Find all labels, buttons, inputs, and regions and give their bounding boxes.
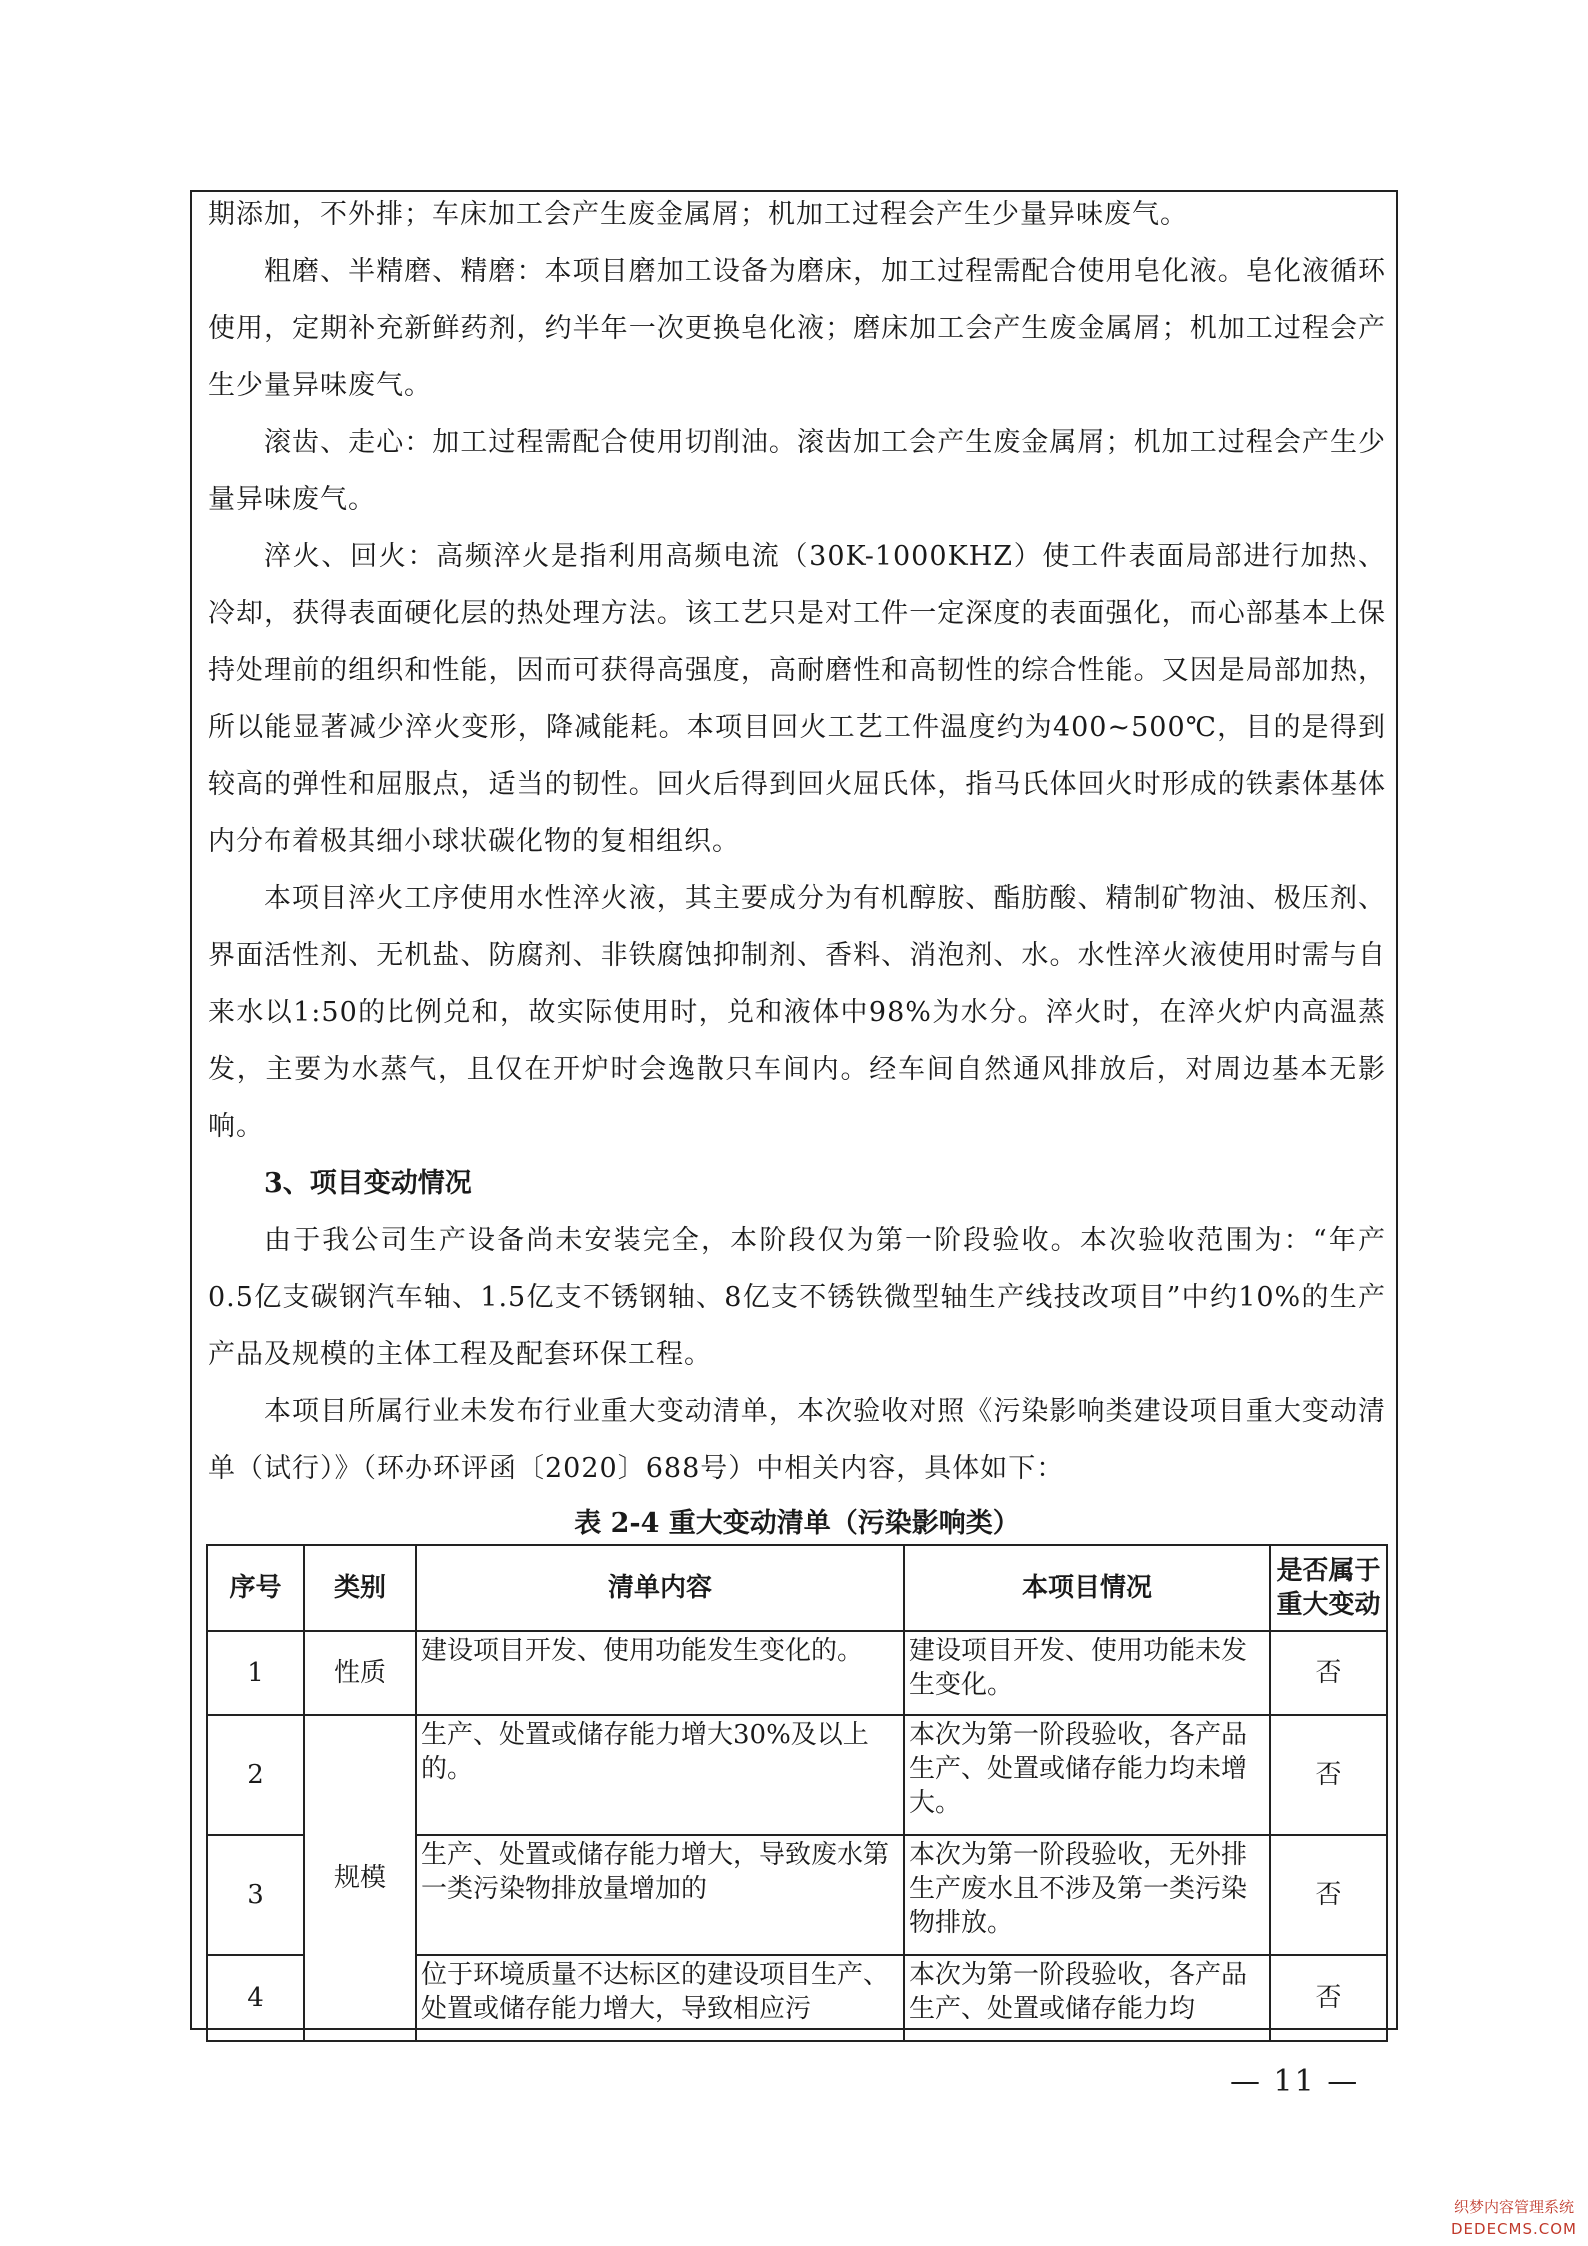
cell-category: 性质 (304, 1631, 416, 1715)
paragraph-3: 滚齿、走心：加工过程需配合使用切削油。滚齿加工会产生废金属屑；机加工过程会产生少量异味废气。 (208, 427, 1386, 515)
header-status: 本项目情况 (904, 1545, 1270, 1631)
paragraph-4: 淬火、回火：高频淬火是指利用高频电流（30K-1000KHZ）使工件表面局部进行加热、冷却，获得表面硬化层的热处理方法。该工艺只是对工件一定深度的表面强化，而心部基本上保持处理前的组织和性能，因而可获得高强度，高耐磨性和高韧性的综合性能。又因是局部加热，所以能显著减少淬火变形，降减能耗。本项目回火工艺工件温度约为400~500℃，目的是得到较高的弹性和屈服点，适当的韧性。回火后得到回火屈氏体，指马氏体回火时形成的铁素体基体内分布着极其细小球状碳化物的复相组织。 (208, 541, 1386, 857)
table-header-row (207, 1545, 1387, 1631)
cell-status: 本次为第一阶段验收，无外排生产废水且不涉及第一类污染物排放。 (904, 1835, 1270, 1955)
section-heading: 3、项目变动情况 (264, 1168, 472, 1199)
paragraph-1: 期添加，不外排；车床加工会产生废金属屑；机加工过程会产生少量异味废气。 (208, 199, 1188, 230)
paragraph-5: 本项目淬火工序使用水性淬火液，其主要成分为有机醇胺、酯肪酸、精制矿物油、极压剂、界面活性剂、无机盐、防腐剂、非铁腐蚀抑制剂、香料、消泡剂、水。水性淬火液使用时需与自来水以1:50的比例兑和，故实际使用时，兑和液体中98%为水分。淬火时，在淬火炉内高温蒸发，主要为水蒸气，且仅在开炉时会逸散只车间内。经车间自然通风排放后，对周边基本无影响。 (208, 883, 1386, 1142)
paragraph-7: 本项目所属行业未发布行业重大变动清单，本次验收对照《污染影响类建设项目重大变动清单（试行）》（环办环评函〔2020〕688号）中相关内容，具体如下： (208, 1396, 1386, 1484)
cell-content: 位于环境质量不达标区的建设项目生产、处置或储存能力增大，导致相应污 (416, 1955, 904, 2041)
cell-major: 否 (1270, 1835, 1387, 1955)
header-content: 清单内容 (416, 1545, 904, 1631)
header-no: 序号 (207, 1545, 304, 1631)
cell-content: 建设项目开发、使用功能发生变化的。 (416, 1631, 904, 1715)
page-number: — 11 — (1230, 2064, 1360, 2099)
paragraph-6: 由于我公司生产设备尚未安装完全，本阶段仅为第一阶段验收。本次验收范围为：“年产0.5亿支碳钢汽车轴、1.5亿支不锈钢轴、8亿支不锈铁微型轴生产线技改项目”中约10%的生产产品及规模的主体工程及配套环保工程。 (208, 1225, 1386, 1370)
cell-status: 建设项目开发、使用功能未发生变化。 (904, 1631, 1270, 1715)
watermark-line-1: 织梦内容管理系统 (1453, 2198, 1574, 2216)
cell-no: 3 (207, 1835, 304, 1955)
cell-no: 2 (207, 1715, 304, 1835)
cell-content: 生产、处置或储存能力增大30%及以上的。 (416, 1715, 904, 1835)
cell-no: 4 (207, 1955, 304, 2041)
major-change-table (206, 1544, 1388, 2042)
cell-category: 规模 (304, 1715, 416, 2041)
table-caption: 表 2-4 重大变动清单（污染影响类） (574, 1508, 1020, 1539)
cell-status: 本次为第一阶段验收，各产品生产、处置或储存能力均 (904, 1955, 1270, 2041)
header-category: 类别 (304, 1545, 416, 1631)
watermark-line-2: DEDECMS.COM (1451, 2220, 1577, 2238)
cell-major: 否 (1270, 1955, 1387, 2041)
header-major: 是否属于重大变动 (1270, 1545, 1387, 1631)
cell-major: 否 (1270, 1715, 1387, 1835)
cell-major: 否 (1270, 1631, 1387, 1715)
paragraph-2: 粗磨、半精磨、精磨：本项目磨加工设备为磨床，加工过程需配合使用皂化液。皂化液循环使用，定期补充新鲜药剂，约半年一次更换皂化液；磨床加工会产生废金属屑；机加工过程会产生少量异味废气。 (208, 256, 1386, 401)
cell-content: 生产、处置或储存能力增大，导致废水第一类污染物排放量增加的 (416, 1835, 904, 1955)
cell-status: 本次为第一阶段验收，各产品生产、处置或储存能力均未增大。 (904, 1715, 1270, 1835)
watermark-logo (1450, 2196, 1578, 2240)
table-row (207, 1631, 1387, 1715)
body-text (208, 186, 1386, 1551)
table-row (207, 1715, 1387, 1835)
cell-no: 1 (207, 1631, 304, 1715)
